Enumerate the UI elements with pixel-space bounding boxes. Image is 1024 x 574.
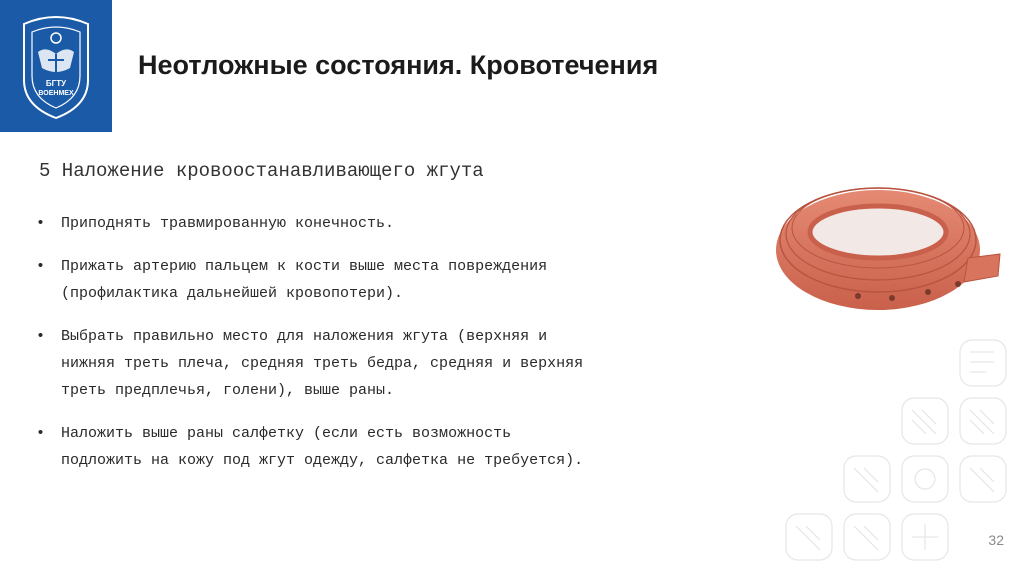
page-number: 32 <box>988 532 1004 548</box>
bullet-text-line: Прижать артерию пальцем к кости выше места повреждения <box>61 258 548 275</box>
bullet-text-line: Выбрать правильно место для наложения жгута (верхняя и <box>61 328 548 345</box>
bullet-text-line: Приподнять травмированную конечность. <box>61 215 395 232</box>
university-logo <box>0 0 112 132</box>
bullet-item <box>36 253 756 307</box>
bullet-symbol: • <box>36 258 46 275</box>
bullet-text-line: (профилактика дальнейшей кровопотери). <box>61 285 404 302</box>
decorative-pattern <box>780 330 1020 570</box>
bullet-symbol: • <box>36 425 46 442</box>
section-subtitle: 5 Наложение кровоостанавливающего жгута <box>39 160 484 182</box>
bullet-text-line: подложить на кожу под жгут одежду, салфетка не требуется). <box>61 452 584 469</box>
bullet-item <box>36 210 756 237</box>
slide-title: Неотложные состояния. Кровотечения <box>138 50 659 80</box>
bullet-list <box>36 210 756 490</box>
bullet-symbol: • <box>36 215 46 232</box>
logo-text-line2: ВОЕНМЕХ <box>38 90 74 97</box>
coat-of-arms-icon <box>18 10 94 122</box>
bullet-text-line: нижняя треть плеча, средняя треть бедра, средняя и верхняя <box>61 355 584 372</box>
bullet-item <box>36 323 756 404</box>
bullet-item <box>36 420 756 474</box>
bullet-text-line: треть предплечья, голени), выше раны. <box>61 382 395 399</box>
bullet-text-line: Наложить выше раны салфетку (если есть возможность <box>61 425 512 442</box>
logo-text-line1: БГТУ <box>45 79 67 88</box>
tourniquet-image <box>768 150 1008 325</box>
bullet-symbol: • <box>36 328 46 345</box>
